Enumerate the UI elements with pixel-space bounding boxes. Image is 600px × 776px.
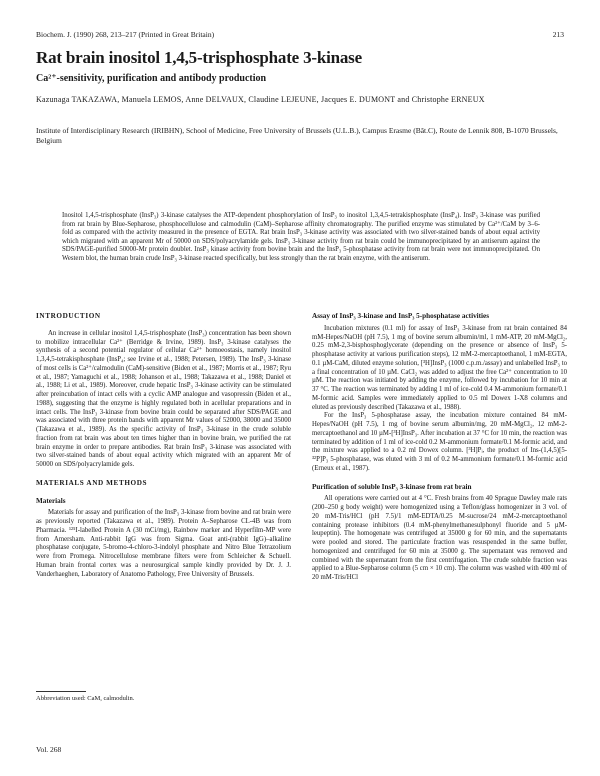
purification-heading: Purification of soluble InsP₃ 3-kinase from rat brain xyxy=(312,482,472,491)
assay-paragraph-1: Incubation mixtures (0.1 ml) for assay of InsP₃ 3-kinase from rat brain contained 84 mM-Hepes/NaOH (pH 7.5), 1 mg of bovine serum albumin/ml, 1 mM-ATP, 20 mM-MgCl₂, 0.25 mM-2,3-bisphosphoglycerate (depending on the presence or absence of InsP₃ 5-phosphatase activity at various purification steps), 12 mM-2-mercaptoethanol, 1 mM-EGTA, 0.1 µM-CaM, diluted enzyme solution, [³H]InsP₃ (1000 c.p.m./assay) and unlabelled InsP₃ to a final concentration of 10 µM. CaCl₂ was added to adjust the free Ca²⁺ concentration to 10 µM. The reaction was initiated by adding the enzyme, followed by incubation for 10 min at 37 °C. The reaction was terminated by adding 1 ml of ice-cold 0.4 M-ammonium formate/0.1 M-formic acid. Samples were immediately applied to 0.5 ml Dowex 1-X8 columns and eluted as previously described (Takazawa et al., 1988). xyxy=(312,324,567,411)
article-title: Rat brain inositol 1,4,5-trisphosphate 3-kinase xyxy=(36,48,362,67)
introduction-paragraph: An increase in cellular inositol 1,4,5-trisphosphate (InsP₃) concentration has been shown to mobilize intracellular Ca²⁺ (Berridge & Irvine, 1989). InsP₃ 3-kinase catalyses the synthesis of a second potential regulator of cellular Ca²⁺ homoeostasis, namely inositol 1,3,4,5-tetrakisphosphate (InsP₄; see Irvine et al., 1988; Petersen, 1989). The InsP₃ 3-kinase of most cells is Ca²⁺/calmodulin (CaM)-sensitive (Biden et al., 1987; Morris et al., 1987; Ryu et al., 1987; Yamaguchi et al., 1988; Johanson et al., 1988; Takazawa et al., 1988; Daniel et al., 1988; Li et al., 1989). Moreover, crude hepatic InsP₃ 3-kinase activity can be stimulated after preincubation of intact cells with a cyclic AMP analogue and vasopressin (Biden et al., 1988), suggesting that the enzyme is highly regulated both in acellular preparations and in intact cells. The InsP₃ 3-kinase from bovine brain could be separated after SDS/PAGE and was associated with three protein bands with apparent Mr values of 52000, 38000 and 35000 (Takazawa et al., 1989). As the specific activity of InsP₃ 3-kinase in the crude soluble fraction from rat brain was about ten times higher than in bovine brain, we purified the rat brain enzyme in order to prepare antibodies. Rat brain InsP₃ 3-kinase was associated with two silver-stained bands of about equal activity which migrated with an apparent Mr of 50000 on SDS/polyacrylamide gels. xyxy=(36,329,291,468)
assay-paragraph-2: For the InsP₃ 5-phosphatase assay, the incubation mixture contained 84 mM-Hepes/NaOH (pH 7.5), 1 mg of bovine serum albumin/mg, 20 mM-MgCl₂, 12 mM-2-mercaptoethanol and 10 µM-[³H]InsP₃. After incubation at 37 °C for 10 min, the reaction was terminated by addition of 1 ml of ice-cold 0.2 M-ammonium formate/0.1 M-formic acid, and the mixture was applied to a 0.2 ml Dowex column. [³H]Pᵢ, the product of Ins-(1,4,5)[5-³²P]P₃ 5-phosphatase, was eluted with 3 ml of 0.2 M-ammonium formate/0.1 M-formic acid (Erneux et al., 1987). xyxy=(312,412,567,472)
article-subtitle: Ca²⁺-sensitivity, purification and antibody production xyxy=(36,73,267,84)
affiliation: Institute of Interdisciplinary Research (IRIBHN), School of Medicine, Free University of Brussels (U.L.B.), Campus Erasme (Bât.C), Route de Lennik 808, B-1070 Brussels, Belgium xyxy=(36,126,558,145)
introduction-heading: INTRODUCTION xyxy=(36,312,101,320)
methods-heading: MATERIALS AND METHODS xyxy=(36,478,148,487)
footnote: Abbreviation used: CaM, calmodulin. xyxy=(36,695,135,702)
page-number: 213 xyxy=(552,30,564,39)
purification-paragraph: All operations were carried out at 4 °C. Fresh brains from 40 Sprague Dawley male rats (200–250 g body weight) were homogenized using a Teflon/glass homogenizer in 3 vol. of 20 mM-Tris/HCl (pH 7.5)/1 mM-EDTA/0.25 M-sucrose/24 mM-2-mercaptoethanol containing protease inhibitors (0.4 mM-phenylmethanesulphonyl fluoride and 5 µM-leupeptin). The homogenate was centrifuged at 35000 g for 60 min, and the supernatants were pooled and stored. The particulate fraction was resuspended in the same buffer, homogenized and centrifuged for 60 min at 35000 g. The supernatant was removed and combined with the supernatant from the first centrifugation. The crude soluble fraction was applied to a Blue-Sepharose column (5 cm × 10 cm). The column was washed with 400 ml of 20 mM-Tris/HCl xyxy=(312,495,567,581)
right-column xyxy=(312,312,567,583)
left-column xyxy=(36,312,291,579)
footnote-divider xyxy=(36,691,86,692)
author-list: Kazunaga TAKAZAWA, Manuela LEMOS, Anne DELVAUX, Claudine LEJEUNE, Jacques E. DUMONT and Christophe ERNEUX xyxy=(36,95,485,104)
assay-heading: Assay of InsP₃ 3-kinase and InsP₃ 5-phosphatase activities xyxy=(312,312,490,320)
running-header xyxy=(36,30,564,40)
materials-heading: Materials xyxy=(36,496,66,505)
journal-citation: Biochem. J. (1990) 268, 213–217 (Printed in Great Britain) xyxy=(36,30,215,39)
abstract: Inositol 1,4,5-trisphosphate (InsP₃) 3-kinase catalyses the ATP-dependent phosphorylation of InsP₃ to inositol 1,3,4,5-tetrakisphosphate (InsP₄). InsP₃ 3-kinase was purified from rat brain by Blue-Sepharose, phosphocellulose and calmodulin (CaM)–Sepharose affinity chromatography. The purified enzyme was stimulated by Ca²⁺/CaM by 3–6-fold as compared with the activity measured in the presence of EGTA. Rat brain InsP₃ 3-kinase activity was associated with two silver-stained bands of about equal activity which migrated with an apparent Mr of 50000 on SDS/polyacrylamide gels. InsP₃ 3-kinase activity from rat brain could be immunoprecipitated by an antiserum against the SDS/PAGE-purified 50000-Mr protein doublet. InsP₃ kinase activity from bovine brain and the InsP₃ 5-phosphatase activity from rat brain were not immunoprecipitated. On Western blot, the human brain crude InsP₃ 3-kinase reacted specifically, but less strongly than the rat brain enzyme, with the antiserum. xyxy=(62,212,540,262)
materials-paragraph: Materials for assay and purification of the InsP₃ 3-kinase from bovine and rat brain were as previously reported (Takazawa et al., 1989). Protein A–Sepharose CL-4B was from Pharmacia. ¹²⁵I-labelled Protein A (30 mCi/mg), Rainbow marker and Hyperfilm-MP were from Amersham. Anti-rabbit IgG was from Sigma. Goat anti-(rabbit IgG)–alkaline phosphatase conjugate, 5-bromo-4-chloro-3-indolyl phosphate and Nitro Blue Tetrazolium were from Promega. Nitrocellulose membrane filters were from Schleicher & Schuell. Human brain frontal cortex was a neurosurgical sample kindly provided by Dr. J. J. Vanderhaeghen, Laboratory of Anatomo Pathology, Free University of Brussels. xyxy=(36,509,291,578)
volume-label: Vol. 268 xyxy=(36,745,62,754)
